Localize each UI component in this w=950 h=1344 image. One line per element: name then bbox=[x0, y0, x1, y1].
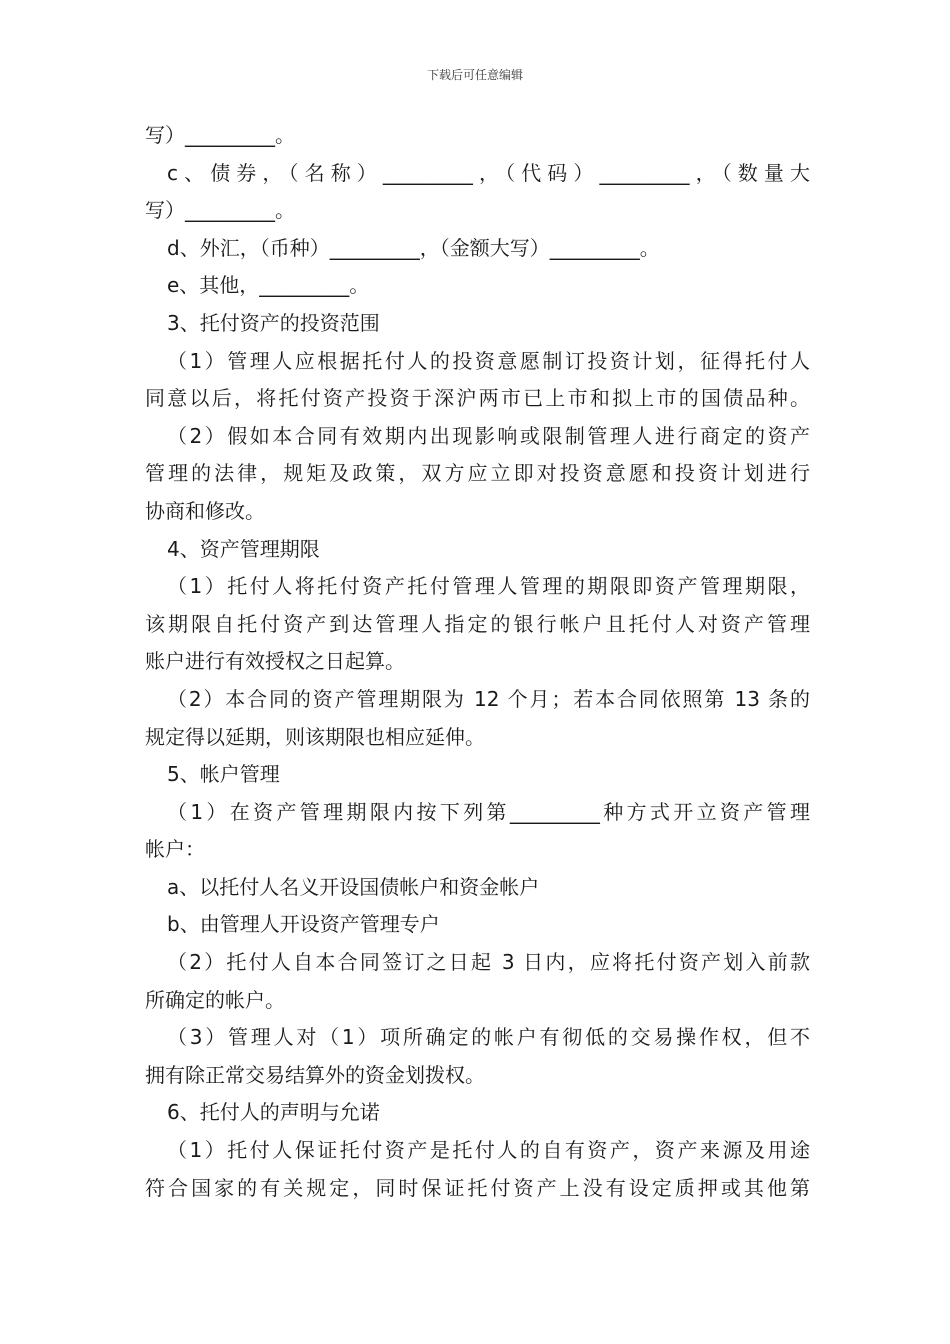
text-line: （1）托付人将托付资产托付管理人管理的期限即资产管理期限， bbox=[167, 574, 810, 599]
text-line: 6、托付人的声明与允诺 bbox=[167, 1100, 380, 1125]
text-line: 符合国家的有关规定，同时保证托付资产上没有设定质押或其他第 bbox=[145, 1175, 810, 1200]
text-line: （1）在资产管理期限内按下列第_________种方式开立资产管理 bbox=[167, 799, 810, 824]
text-line: 帐户： bbox=[145, 837, 205, 862]
text-line: 该期限自托付资产到达管理人指定的银行帐户且托付人对资产管理 bbox=[145, 611, 810, 636]
text-line: 拥有除正常交易结算外的资金划拨权。 bbox=[145, 1062, 485, 1087]
text-line: 协商和修改。 bbox=[145, 498, 265, 523]
text-line: （2）假如本合同有效期内出现影响或限制管理人进行商定的资产 bbox=[167, 423, 810, 448]
text-line: 规定得以延期，则该期限也相应延伸。 bbox=[145, 724, 485, 749]
text-line: 管理的法律，规矩及政策，双方应立即对投资意愿和投资计划进行 bbox=[145, 461, 810, 486]
text-line: 写）_________。 bbox=[145, 198, 295, 223]
text-line: （3）管理人对（1）项所确定的帐户有彻低的交易操作权，但不 bbox=[167, 1025, 810, 1050]
text-line: （1）管理人应根据托付人的投资意愿制订投资计划，征得托付人 bbox=[167, 348, 810, 373]
text-line: 4、资产管理期限 bbox=[167, 536, 320, 561]
document-body bbox=[145, 117, 810, 1207]
text-line: b、由管理人开设资产管理专户 bbox=[167, 912, 440, 937]
text-line: e、其他，_________。 bbox=[167, 273, 370, 298]
text-line: 5、帐户管理 bbox=[167, 762, 280, 787]
text-line: 账户进行有效授权之日起算。 bbox=[145, 649, 405, 674]
text-line: 同意以后，将托付资产投资于深沪两市已上市和拟上市的国债品种。 bbox=[145, 386, 810, 411]
text-line: （1）托付人保证托付资产是托付人的自有资产，资产来源及用途 bbox=[167, 1138, 810, 1163]
page-header: 下载后可任意编辑 bbox=[426, 68, 523, 82]
text-line: 写）_________。 bbox=[145, 123, 295, 147]
text-line: d、外汇，（币种）_________，（金额大写）_________。 bbox=[167, 235, 660, 260]
text-line: 3、托付资产的投资范围 bbox=[167, 310, 380, 335]
text-line: （2）本合同的资产管理期限为 12 个月；若本合同依照第 13 条的 bbox=[167, 686, 810, 711]
text-line: a、以托付人名义开设国债帐户和资金帐户 bbox=[167, 874, 540, 899]
text-line: c、债券，（名称）_________，（代码）_________，（数量大 bbox=[167, 160, 810, 185]
text-line: 所确定的帐户。 bbox=[145, 987, 285, 1012]
text-line: （2）托付人自本合同签订之日起 3 日内，应将托付资产划入前款 bbox=[167, 950, 810, 975]
